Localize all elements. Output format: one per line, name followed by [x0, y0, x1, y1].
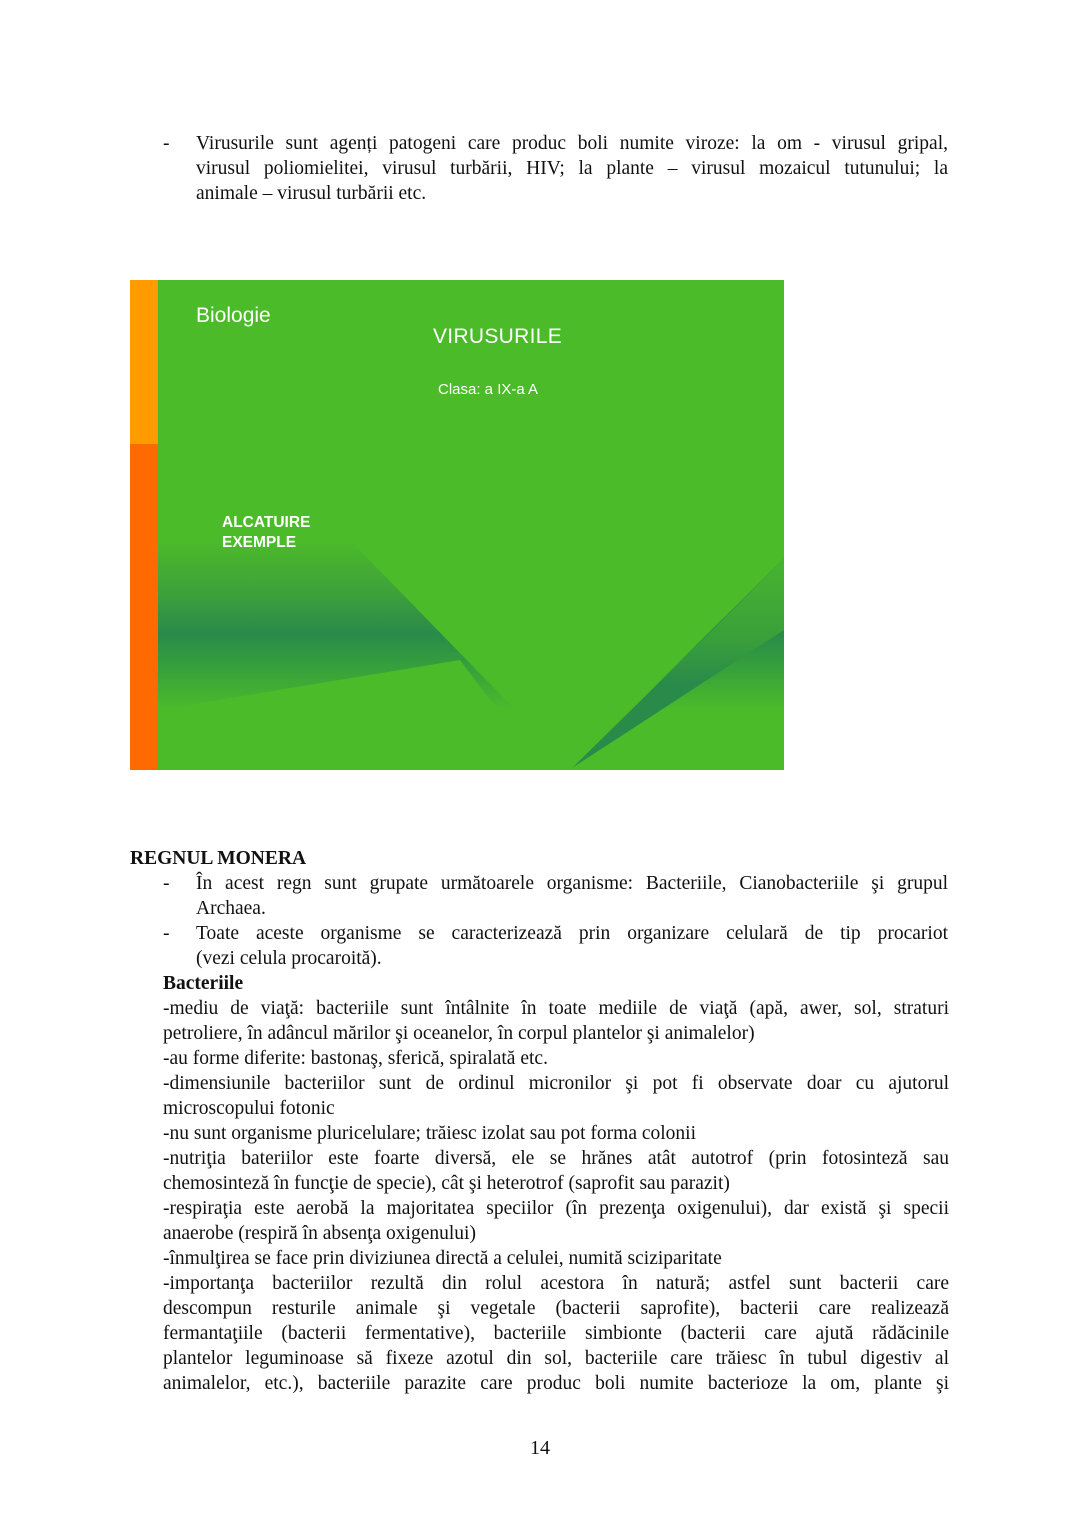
text-line: -au forme diferite: bastonaş, sferică, spiralată etc. [163, 1048, 548, 1069]
text-line: animalelor, etc.), bacteriile parazite care produc boli numite bacterioze la om, plante şi [163, 1373, 949, 1394]
text-line: anaerobe (respiră în absenţa oxigenului) [163, 1223, 476, 1244]
text-line: (vezi celula procaroită). [196, 948, 382, 969]
viruses-bullet [163, 131, 950, 206]
text-line: -dimensiunile bacteriilor sunt de ordinul micronilor şi pot fi observate doar cu ajutorul [163, 1073, 949, 1094]
text-line: -înmulţirea se face prin diviziunea directă a celulei, numită sciziparitate [163, 1248, 722, 1269]
bacteria-body [163, 996, 949, 1396]
text-line: În acest regn sunt grupate următoarele organisme: Bacteriile, Cianobacteriile şi grupul [196, 873, 948, 894]
text-line: descompun resturile animale şi vegetale (bacterii saprofite), bacterii care realizează [163, 1298, 949, 1319]
page-number: 14 [530, 1437, 550, 1459]
text-line: virusul poliomielitei, virusul turbării, HIV; la plante – virusul mozaicul tutunului; la [196, 158, 948, 179]
text-line: Virusurile sunt agenți patogeni care produc boli numite viroze: la om - virusul gripal, [196, 133, 948, 154]
slide-subject: Biologie [196, 304, 271, 327]
section-heading: REGNUL MONERA [130, 848, 307, 869]
subsection-heading: Bacteriile [163, 973, 244, 994]
accent-bar-bottom [130, 444, 158, 770]
bullet-text [196, 871, 948, 921]
slide-title: VIRUSURILE [433, 325, 563, 348]
text-line: microscopului fotonic [163, 1098, 335, 1119]
accent-bar-top [130, 280, 158, 444]
bullet-dash: - [163, 873, 170, 894]
slide-class-label: Clasa: a IX-a A [438, 381, 539, 398]
text-line: -nutriţia bateriilor este foarte diversă, ele se hrănes atât autotrof (prin fotosinteză sau [163, 1148, 949, 1169]
text-line: chemosinteză în funcţie de specie), cât şi heterotrof (saprofit sau parazit) [163, 1173, 730, 1194]
text-line: fermantaţiile (bacterii fermentative), bacteriile simbionte (bacterii care ajută rădăcinile [163, 1323, 949, 1344]
text-line: Archaea. [196, 898, 266, 919]
slide-image [130, 280, 784, 770]
slide-menu-item-alcatuire[interactable]: ALCATUIRE [222, 514, 311, 531]
text-line: -nu sunt organisme pluricelulare; trăiesc izolat sau pot forma colonii [163, 1123, 697, 1144]
text-line: -importanţa bacteriilor rezultă din rolul acestora în natură; astfel sunt bacterii care [163, 1273, 949, 1294]
monera-bullet-1 [163, 871, 950, 921]
bullet-dash: - [163, 923, 170, 944]
text-line: Toate aceste organisme se caracterizează prin organizare celulară de tip procariot [196, 923, 948, 944]
monera-bullet-2 [163, 921, 950, 971]
text-line: -respiraţia este aerobă la majoritatea speciilor (în prezenţa oxigenului), dar există şi specii [163, 1198, 949, 1219]
slide-menu-item-exemple[interactable]: EXEMPLE [222, 534, 297, 551]
text-line: -mediu de viaţă: bacteriile sunt întâlnite în toate mediile de viaţă (apă, awer, sol, straturi [163, 998, 949, 1019]
bullet-text [196, 131, 948, 206]
bullet-text [196, 921, 948, 971]
slide-menu [222, 513, 310, 553]
bullet-dash: - [163, 133, 170, 154]
text-line: petroliere, în adâncul mărilor şi oceanelor, în corpul plantelor şi animalelor) [163, 1023, 755, 1044]
text-line: animale – virusul turbării etc. [196, 183, 427, 204]
text-line: plantelor leguminoase să fixeze azotul din sol, bacteriile care trăiesc în tubul digestiv al [163, 1348, 949, 1369]
